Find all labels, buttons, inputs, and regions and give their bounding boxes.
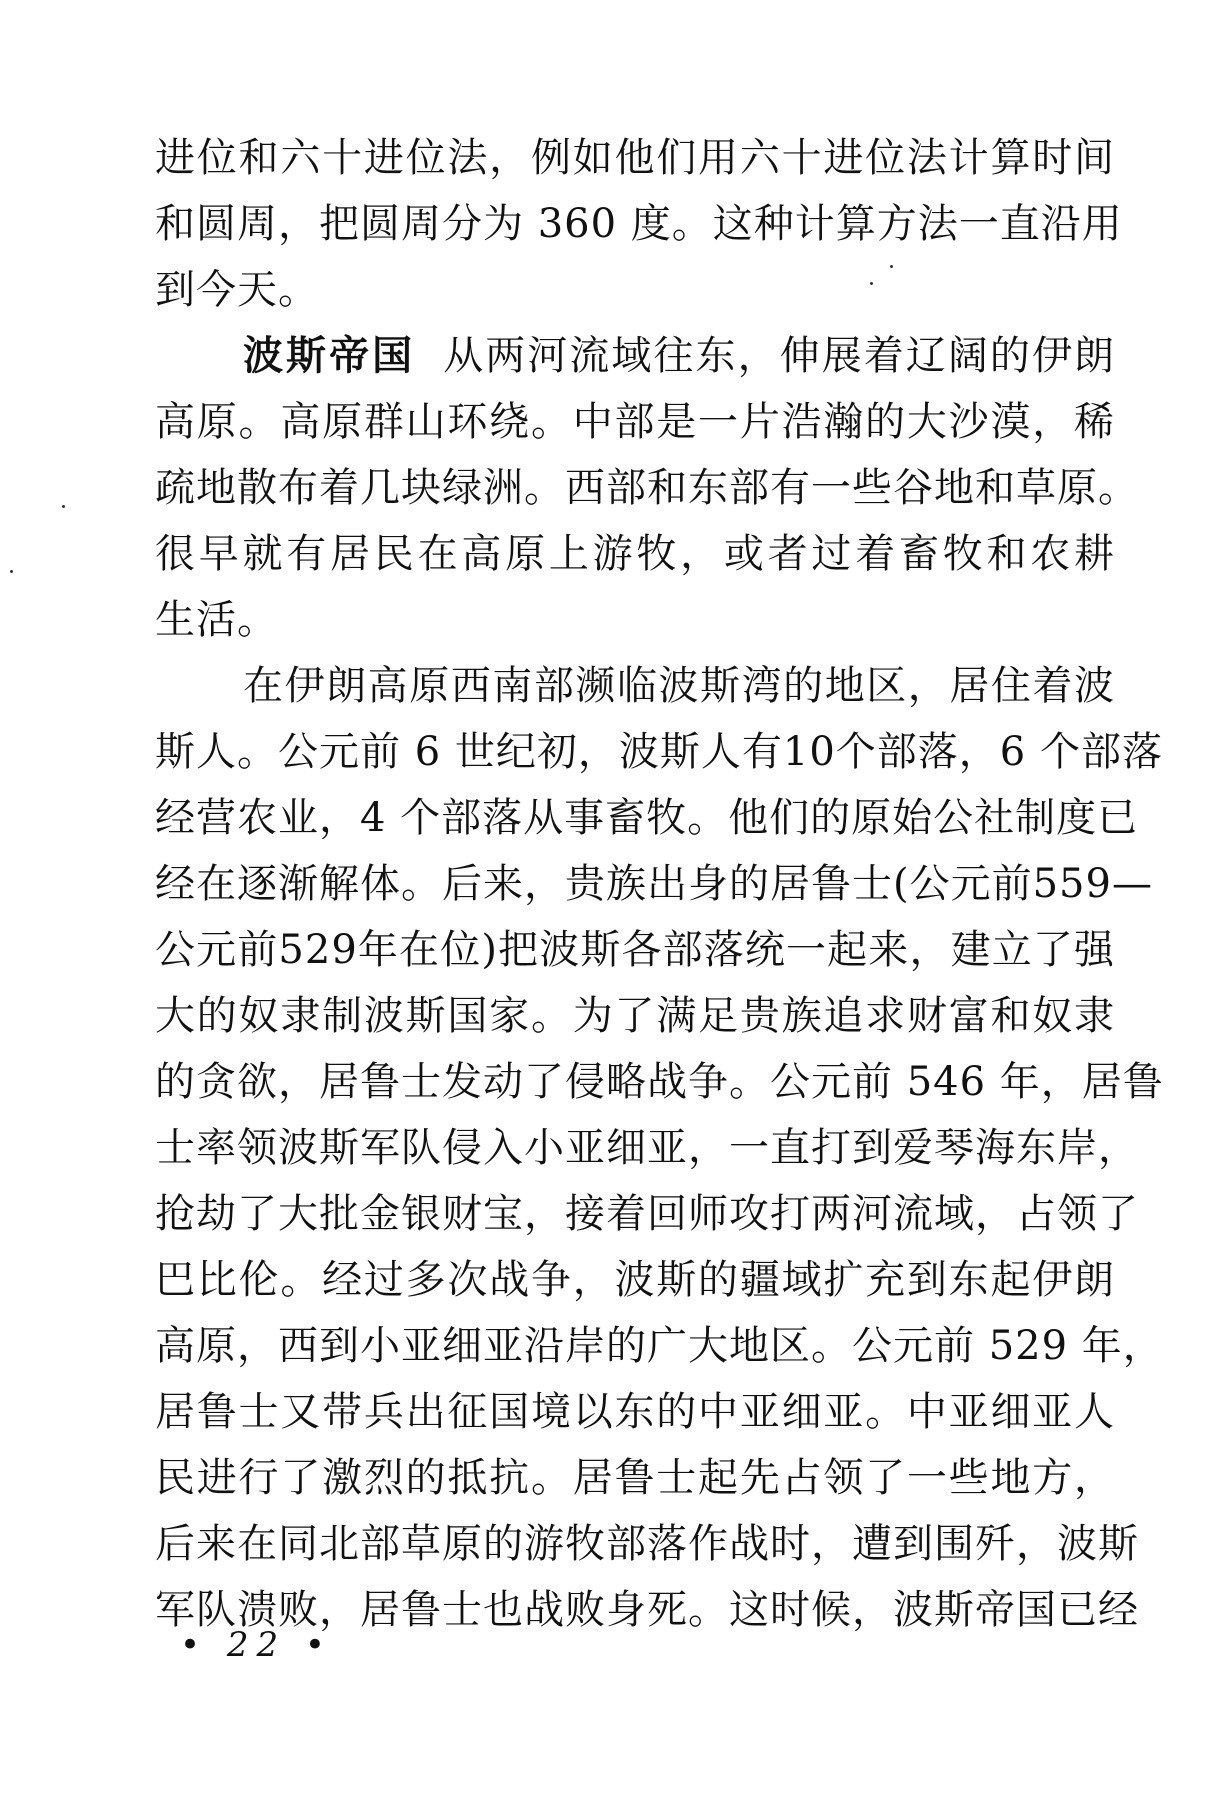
text-line: 疏地散布着几块绿洲。西部和东部有一些谷地和草原。: [155, 465, 1139, 511]
text-line: 的贪欲，居鲁士发动了侵略战争。公元前 546 年，居鲁: [155, 1059, 1164, 1105]
text-line: 居鲁士又带兵出征国境以东的中亚细亚。中亚细亚人: [155, 1389, 1115, 1435]
text-line: 高原，西到小亚细亚沿岸的广大地区。公元前 529 年，: [155, 1323, 1164, 1369]
text-line: 后来在同北部草原的游牧部落作战时，遭到围歼，波斯: [155, 1521, 1139, 1567]
text-line: 生活。: [155, 597, 278, 643]
text-line: 很早就有居民在高原上游牧，或者过着畜牧和农耕: [155, 531, 1115, 577]
body-text: [155, 125, 1164, 1643]
scan-speck: [870, 282, 873, 285]
text-line: 巴比伦。经过多次战争，波斯的疆域扩充到东起伊朗: [155, 1257, 1115, 1303]
text-line: 和圆周，把圆周分为 360 度。这种计算方法一直沿用: [155, 201, 1123, 247]
text-line: 军队溃败，居鲁士也战败身死。这时候，波斯帝国已经: [155, 1587, 1139, 1633]
text-line: 大的奴隶制波斯国家。为了满足贵族追求财富和奴隶: [155, 993, 1115, 1039]
text-line: 到今天。: [155, 267, 319, 313]
text-line: 经在逐渐解体。后来，贵族出身的居鲁士(公元前559—: [155, 861, 1153, 907]
section-first-line: [155, 323, 1115, 389]
text-span: 从两河流域往东，伸展着辽阔的伊朗: [443, 333, 1116, 379]
text-line: 民进行了激烈的抵抗。居鲁士起先占领了一些地方，: [155, 1455, 1115, 1501]
paragraph-first-line: 在伊朗高原西南部濒临波斯湾的地区，居住着波: [243, 663, 1115, 709]
scan-speck: [890, 265, 893, 268]
text-line: 高原。高原群山环绕。中部是一片浩瀚的大沙漠，稀: [155, 399, 1115, 445]
scan-speck: [62, 505, 65, 508]
text-line: 斯人。公元前 6 世纪初，波斯人有10个部落，6 个部落: [155, 729, 1163, 775]
text-line: 进位和六十进位法，例如他们用六十进位法计算时间: [155, 135, 1115, 181]
scan-speck: [10, 570, 13, 573]
text-line: 抢劫了大批金银财宝，接着回师攻打两河流域，占领了: [155, 1191, 1139, 1237]
page-number: • 22 •: [180, 1625, 333, 1665]
text-line: 公元前529年在位)把波斯各部落统一起来，建立了强: [155, 927, 1115, 973]
text-line: 经营农业，4 个部落从事畜牧。他们的原始公社制度已: [155, 795, 1139, 841]
text-line: 士率领波斯军队侵入小亚细亚，一直打到爱琴海东岸，: [155, 1125, 1139, 1171]
section-heading: 波斯帝国: [243, 332, 416, 379]
